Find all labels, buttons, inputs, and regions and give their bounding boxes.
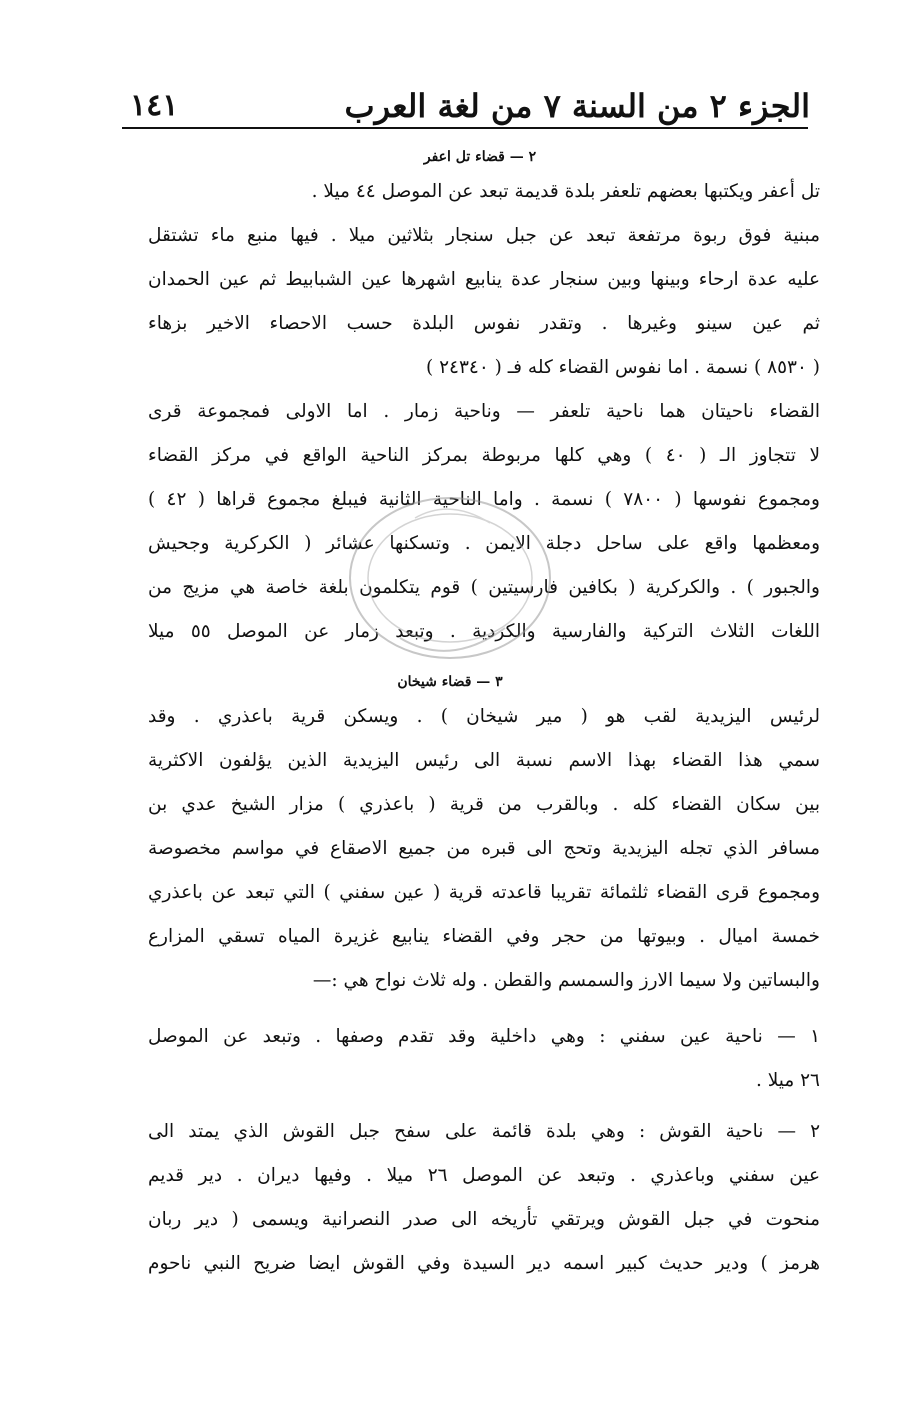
- list-item-line: ٢٦ ميلا .: [755, 1070, 820, 1091]
- body-line: تل أعفر ويكتبها بعضهم تلعفر بلدة قديمة تبعد عن الموصل ٤٤ ميلا .: [311, 181, 820, 202]
- section-heading-shaikhan: ٣ — قضاء شيخان: [397, 674, 503, 690]
- body-line: ومجموع قرى القضاء ثلثمائة تقريبا قاعدته قرية ( عين سفني ) التي تبعد عن باعذري: [148, 882, 820, 903]
- body-line: بين سكان القضاء كله . وبالقرب من قرية ( باعذري ) مزار الشيخ عدي بن: [148, 794, 820, 815]
- body-line: والبساتين ولا سيما الارز والسمسم والقطن . وله ثلاث نواح هي :—: [312, 970, 820, 991]
- header-rule: [122, 127, 808, 129]
- page-header: [130, 78, 810, 126]
- body-line: ( ٨٥٣٠ ) نسمة . اما نفوس القضاء كله فـ ( ٢٤٣٤٠ ): [425, 357, 820, 378]
- body-line: اللغات الثلاث التركية والفارسية والكردية . وتبعد زمار عن الموصل ٥٥ ميلا: [148, 621, 820, 642]
- body-line: ثم عين سينو وغيرها . وتقدر نفوس البلدة حسب الاحصاء الاخير بزهاء: [148, 313, 820, 334]
- body-line: سمي هذا القضاء بهذا الاسم نسبة الى رئيس اليزيدية الذين يؤلفون الاكثرية: [148, 750, 820, 771]
- list-item-line: ١ — ناحية عين سفني : وهي داخلية وقد تقدم وصفها . وتبعد عن الموصل: [148, 1026, 820, 1047]
- body-line: مسافر الذي تجله اليزيدية وتحج الى قبره من جميع الاصقاع في مواسم مخصوصة: [148, 838, 820, 859]
- running-title: الجزء ٢ من السنة ٧ من لغة العرب: [344, 87, 810, 125]
- body-line: والجبور ) . والكركرية ( بكافين فارسيتين ) قوم يتكلمون بلغة خاصة هي مزيج من: [148, 577, 820, 598]
- body-line: ومجموع نفوسها ( ٧٨٠٠ ) نسمة . واما الناحية الثانية فيبلغ مجموع قراها ( ٤٢ ): [148, 489, 820, 510]
- list-item-line: عين سفني وباعذري . وتبعد عن الموصل ٢٦ ميلا . وفيها ديران . دير قديم: [148, 1165, 820, 1186]
- body-line: لا تتجاوز الـ ( ٤٠ ) وهي كلها مربوطة بمركز الناحية الواقع في مركز القضاء: [148, 445, 820, 466]
- section-heading-tal-afar: ٢ — قضاء تل اعفر: [423, 149, 537, 165]
- page-number: ١٤١: [130, 88, 179, 123]
- body-line: خمسة اميال . وبيوتها من حجر وفي القضاء ينابيع غزيرة المياه تسقي المزارع: [148, 926, 820, 947]
- list-item-line: ٢ — ناحية القوش : وهي بلدة قائمة على سفح جبل القوش الذي يمتد الى: [148, 1121, 820, 1142]
- body-line: لرئيس اليزيدية لقب هو ( مير شيخان ) . ويسكن قرية باعذري . وقد: [148, 706, 820, 727]
- body-line: القضاء ناحيتان هما ناحية تلعفر — وناحية زمار . اما الاولى فمجموعة قرى: [148, 401, 820, 422]
- body-line: ومعظمها واقع على ساحل دجلة الايمن . وتسكنها عشائر ( الكركرية وجحيش: [148, 533, 820, 554]
- list-item-line: منحوت في جبل القوش ويرتقي تأريخه الى صدر النصرانية ويسمى ( دير ربان: [148, 1209, 820, 1230]
- body-line: عليه عدة ارحاء وبينها وبين سنجار عدة ينابيع اشهرها عين الشبابيط ثم عين الحمدان: [148, 269, 820, 290]
- list-item-line: هرمز ) ودير حديث كبير اسمه دير السيدة وفي القوش ايضا ضريح النبي ناحوم: [148, 1253, 820, 1274]
- body-line: مبنية فوق ربوة مرتفعة تبعد عن جبل سنجار بثلاثين ميلا . فيها منبع ماء تشتقل: [148, 225, 820, 246]
